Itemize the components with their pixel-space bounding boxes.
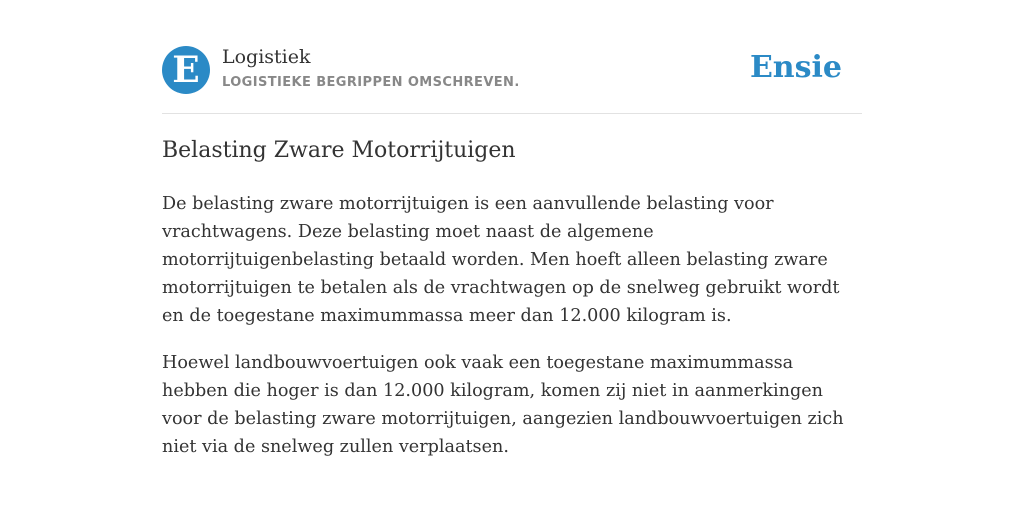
article-paragraph: Hoewel landbouwvoertuigen ook vaak een toegestane maximummassa hebben die hoger is dan 12.000 kilogram, komen zij niet in aanmerkingen voor de belasting zware motorrijtuigen, aangezien landbouwvoertuigen zich niet via de snelweg zullen verplaatsen. — [162, 353, 844, 457]
logo-icon[interactable]: E — [162, 46, 210, 94]
article-paragraph: De belasting zware motorrijtuigen is een aanvullende belasting voor vrachtwagens. Deze belasting moet naast de algemene motorrijtuigenbelasting betaald worden. Men hoeft alleen belasting zware motorrijtuigen te betalen als de vrachtwagen op de snelweg gebruikt wordt en de toegestane maximummassa meer dan 12.000 kilogram is. — [162, 194, 840, 326]
article-body — [162, 190, 856, 480]
article-title: Belasting Zware Motorrijtuigen — [162, 138, 516, 163]
header — [162, 46, 862, 96]
header-divider — [162, 113, 862, 114]
site-tagline: LOGISTIEKE BEGRIPPEN OMSCHREVEN. — [222, 75, 520, 90]
site-name[interactable]: Logistiek — [222, 46, 311, 68]
brand-logo[interactable]: Ensie — [749, 50, 842, 85]
